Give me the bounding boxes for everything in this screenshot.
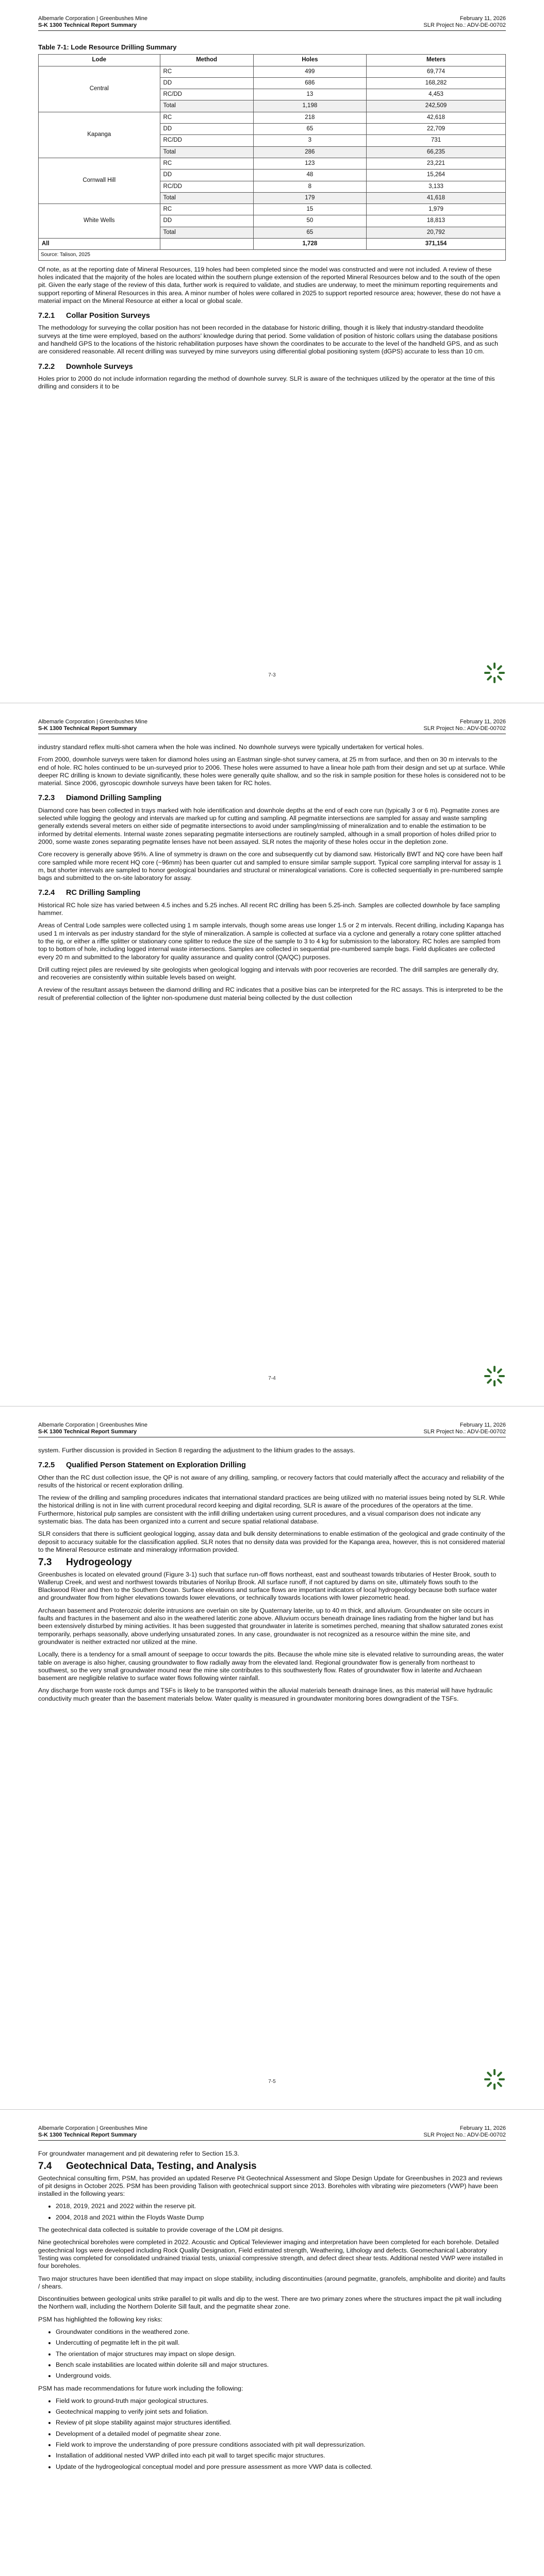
list-item: • Field work to improve the understanding of pore pressure conditions associated with pit wall depressurization.: [56, 2441, 506, 2449]
meters-cell: 168,282: [367, 77, 506, 89]
header-company: Albemarle Corporation | Greenbushes Mine: [38, 2125, 147, 2131]
paragraph: Geotechnical consulting firm, PSM, has provided an updated Reserve Pit Geotechnical Assessment and Slope Design Update for Greenbushes in 2023 and reviews of pit designs in October 2025. PSM has been providing Talison with geotechnical support since 2013. Boreholes with vibrating wire piezometers (VWP) have been installed in the following years:: [38, 2174, 503, 2198]
method-cell: DD: [160, 124, 253, 135]
holes-cell: 686: [253, 77, 366, 89]
section-title: Downhole Surveys: [66, 362, 133, 371]
meters-cell: 23,221: [367, 158, 506, 169]
page-header: [38, 719, 506, 734]
paragraph: SLR considers that there is sufficient geological logging, assay data and bulk density determinations to enable estimation of the geological and grade continuity of the deposit to accuracy suitable for the classification applied. SLR notes that no density data was provided for the Kapanga area, however, this is not considered material to the Mineral Resource estimate and mineralogy information provided.: [38, 1530, 505, 1553]
method-cell: RC: [160, 66, 253, 77]
section-number: 7.2.3: [38, 794, 55, 803]
paragraph: Any discharge from waste rock dumps and TSFs is likely to be transported within the alluvial materials beneath drainage lines, as this material will have hydraulic conductivity much greater than the basement materials below. Water quality is measured in groundwater monitoring bores downgradient of the TSFs.: [38, 1687, 493, 1702]
lode-cell: Central: [39, 66, 160, 112]
paragraph: Drill cutting reject piles are reviewed by site geologists when geological logging and intervals with poor recoveries are recorded. The drill samples are generally dry, and recoveries are consistently within suitable levels based on weight.: [38, 965, 499, 981]
holes-cell: 50: [253, 215, 366, 227]
list-item: • Review of pit slope stability against major structures identified.: [56, 2419, 506, 2427]
meters-cell: 42,618: [367, 112, 506, 123]
holes-cell: 218: [253, 112, 366, 123]
page-1: [0, 0, 544, 703]
section-title: Collar Position Surveys: [66, 312, 150, 320]
method-cell: RC/DD: [160, 89, 253, 100]
paragraph: From 2000, downhole surveys were taken for diamond holes using an Eastman single-shot survey camera, at 25 m from surface, and then on 30 m intervals to the end of hole. RC holes continued to be un-surveyed prior to 2006. These holes were assumed to have a linear hole path from their design and set up at surface. While deeper RC drilling is known to deviate significantly, these holes were generally quite shallow, and so the risk in sample position for these holes is considered not to be material. Since 2006, gyroscopic downhole surveys have been taken for RC holes.: [38, 756, 506, 787]
holes-cell: 179: [253, 192, 366, 204]
header-date: February 11, 2026: [459, 15, 506, 22]
page-2: [0, 703, 544, 1406]
section-number: 7.2.1: [38, 312, 55, 320]
paragraph: Of note, as at the reporting date of Mineral Resources, 119 holes had been completed since the model was constructed and were not included. A review of these holes indicated that the majority of the holes are located within the southern plunge extension of the reported Mineral Resources below and to the south of the open pit. Given the early stage of the review of this data, further work is required to validate, and studies are underway, to meet the minimum reporting requirements and support reporting of Mineral Resources in this area. A minor number of holes were collared in 2025 to support reported resource area; however, these do not have a material impact on the Mineral Resource at either a local or global scale.: [38, 265, 501, 304]
holes-cell: 286: [253, 146, 366, 158]
section-title: Qualified Person Statement on Exploration Drilling: [66, 1461, 246, 1470]
paragraph: Archaean basement and Proterozoic dolerite intrusions are overlain on site by Quaternary laterite, up to 40 m thick, and alluvium. Groundwater on site occurs in faults and fractures in the basement and also in the weathered lateritic zone above. Alluvium occurs beneath drainage lines radiating from the higher land but has been extensively disturbed by mining activities. It has been suggested that groundwater in laterite is sometimes perched, meaning that shallow saturated zones exist temporarily, perhaps seasonally, above underlying unsaturated zones. In any case, groundwater is not recognized as a resource within the mine site, and groundwater is neither extracted nor utilized at the mine.: [38, 1606, 503, 1646]
table-row: [39, 66, 506, 77]
paragraph: The methodology for surveying the collar position has not been recorded in the database for historic drilling, though it is likely that industry-standard theodolite surveys at the time were employed, based on the authors' knowledge during that period. Some validation of position of historic collars using the database positions and handheld GPS to the locations of the historic rehabilitation purposes have shown the coordinates to be accurate to the level of the handheld GPS, and as such are considered reasonable. All recent drilling was surveyed by mine surveyors using differential global positioning system (dGPS) accurate to less than 10 cm.: [38, 324, 499, 355]
lode-cell: White Wells: [39, 204, 160, 239]
method-cell: [160, 239, 253, 250]
bullet-list: [38, 2202, 506, 2222]
meters-cell: 41,618: [367, 192, 506, 204]
holes-cell: 65: [253, 124, 366, 135]
header-date: February 11, 2026: [459, 2125, 506, 2131]
meters-cell: 69,774: [367, 66, 506, 77]
slr-logo-icon: [483, 662, 506, 684]
page-number: 7-4: [268, 1376, 276, 1381]
section-number: 7.2.2: [38, 362, 55, 371]
page-3: [0, 1406, 544, 2110]
section-title: Geotechnical Data, Testing, and Analysis: [66, 2161, 257, 2172]
col-header: Holes: [253, 55, 366, 66]
meters-cell: 20,792: [367, 227, 506, 238]
section-title: Diamond Drilling Sampling: [66, 794, 162, 803]
list-item: • The orientation of major structures may impact on slope design.: [56, 2350, 506, 2358]
method-cell: RC: [160, 204, 253, 215]
section-heading: [38, 2162, 506, 2170]
section-title: RC Drilling Sampling: [66, 889, 141, 897]
list-item: • Underground voids.: [56, 2372, 506, 2380]
method-cell: DD: [160, 170, 253, 181]
section-heading: [38, 794, 506, 802]
paragraph: For groundwater management and pit dewatering refer to Section 15.3.: [38, 2150, 239, 2157]
section-heading: [38, 312, 506, 320]
paragraph: system. Further discussion is provided in Section 8 regarding the adjustment to the lithium grades to the assays.: [38, 1447, 355, 1454]
lode-cell: Kapanga: [39, 112, 160, 158]
holes-cell: 123: [253, 158, 366, 169]
holes-cell: 499: [253, 66, 366, 77]
list-item: • Installation of additional nested VWP drilled into each pit wall to target specific major structures.: [56, 2452, 506, 2460]
header-project: SLR Project No.: ADV-DE-00702: [423, 725, 506, 732]
paragraph: PSM has highlighted the following key risks:: [38, 2315, 163, 2323]
header-report: S-K 1300 Technical Report Summary: [38, 2132, 137, 2138]
page-number: 7-3: [268, 672, 276, 678]
header-date: February 11, 2026: [459, 719, 506, 725]
method-cell: RC/DD: [160, 181, 253, 192]
slr-logo-icon: [483, 2068, 506, 2091]
list-item: • Update of the hydrogeological conceptual model and pore pressure assessment as more VWP data is collected.: [56, 2463, 506, 2471]
col-header: Method: [160, 55, 253, 66]
paragraph: Greenbushes is located on elevated ground (Figure 3-1) such that surface run-off flows northeast, east and southeast towards tributaries of Hester Brook, south to Wallerup Creek, and west and northwest towards tributaries of Norilup Brook. All surface runoff, if not captured by dams on site, ultimately flows south to the Blackwood River and then to the Southern Ocean. Surface elevations and surface flows are important indicators of local hydrogeology because both surface water and groundwater flow from higher elevations towards lower elevations, or technically towards locations with lower piezometric head.: [38, 1570, 497, 1602]
slr-logo-icon: [483, 1365, 506, 1387]
table-row: [39, 204, 506, 215]
list-item: • 2004, 2018 and 2021 within the Floyds Waste Dump: [56, 2214, 506, 2222]
paragraph: industry standard reflex multi-shot camera when the hole was inclined. No downhole surveys were typically undertaken for vertical holes.: [38, 743, 424, 751]
page-number: 7-5: [268, 2079, 276, 2084]
page-4: [0, 2110, 544, 2576]
method-cell: RC: [160, 158, 253, 169]
holes-cell: 1,728: [253, 239, 366, 250]
paragraph: Diamond core has been collected in trays marked with hole identification and downhole depths at the end of each core run (typically 3 or 6 m). Pegmatite zones are selected while logging the geology and intervals are marked up for cutting and sampling. All pegmatite intersections are sampled for assay and waste sampling generally extends several meters on either side of pegmatite intersections to avoid under sampling/missing of mineralization and to enable the estimation to be informed by detrital elements. Internal waste zones separating pegmatite intersections are routinely sampled, although in a small proportion of holes drilled prior to 2000, some waste zones separating pegmatite lenses have not been assayed. SLR notes the majority of these holes occur in the depletion zone.: [38, 806, 500, 845]
lode-cell: Cornwall Hill: [39, 158, 160, 204]
header-project: SLR Project No.: ADV-DE-00702: [423, 22, 506, 28]
meters-cell: 3,133: [367, 181, 506, 192]
paragraph: Nine geotechnical boreholes were completed in 2022. Acoustic and Optical Televiewer imaging and interpretation have been completed for each borehole. Detailed geotechnical logs were developed including Rock Quality Designation, Field estimated strength, Weathering, Lithology and defects. Geomechanical Laboratory Testing was completed for consolidated undrained triaxial tests, uniaxial compressive strength, and defect direct shear tests. Additional nested VWP were installed in four boreholes.: [38, 2239, 503, 2270]
paragraph: Historical RC hole size has varied between 4.5 inches and 5.25 inches. All recent RC drilling has been 5.25-inch. Samples are collected downhole by face sampling hammer.: [38, 901, 500, 917]
header-company: Albemarle Corporation | Greenbushes Mine: [38, 1422, 147, 1428]
col-header: Meters: [367, 55, 506, 66]
method-cell: Total: [160, 192, 253, 204]
holes-cell: 8: [253, 181, 366, 192]
section-heading: [38, 1462, 506, 1469]
header-company: Albemarle Corporation | Greenbushes Mine: [38, 15, 147, 22]
paragraph: Areas of Central Lode samples were collected using 1 m sample intervals, though some areas use longer 1.5 or 2 m intervals. Recent drilling, including Kapanga has used 1 m intervals as per industry standard for the style of mineralization. A sample is collected at surface via a cyclone and generally a rotary cone splitter attached to the rig, or either a riffle splitter or stationary cone splitter to reduce the size of the sample to 3 to 4 kg for submission to the laboratory. RC holes are sampled from top to bottom of hole, including logged internal waste intersections. Samples are collected in sequential pre-numbered sample bags. Field duplicates are collected every 20 m and submitted to the laboratory for quality assurance and quality control (QA/QC) purposes.: [38, 922, 504, 961]
section-number: 7.2.4: [38, 889, 55, 897]
page-header: [38, 15, 506, 31]
bullet-list: [38, 2397, 506, 2471]
bullet-list: [38, 2328, 506, 2380]
holes-cell: 13: [253, 89, 366, 100]
drilling-summary-table: [38, 54, 506, 250]
list-item: • Undercutting of pegmatite left in the pit wall.: [56, 2339, 506, 2347]
table-row: [39, 158, 506, 169]
meters-cell: 371,154: [367, 239, 506, 250]
meters-cell: 1,979: [367, 204, 506, 215]
paragraph: The geotechnical data collected is suitable to provide coverage of the LOM pit designs.: [38, 2226, 284, 2234]
table-header-row: [39, 55, 506, 66]
paragraph: PSM has made recommendations for future work including the following:: [38, 2384, 243, 2392]
list-item: • Development of a detailed model of pegmatite shear zone.: [56, 2430, 506, 2438]
paragraph: Two major structures have been identified that may impact on slope stability, including discontinuities (around pegmatite, granofels, amphibolite and diorite) and faults / shears.: [38, 2275, 506, 2290]
method-cell: Total: [160, 100, 253, 112]
meters-cell: 242,509: [367, 100, 506, 112]
page-header: [38, 2125, 506, 2141]
holes-cell: 1,198: [253, 100, 366, 112]
section-number: 7.4: [38, 2161, 52, 2172]
meters-cell: 66,235: [367, 146, 506, 158]
meters-cell: 4,453: [367, 89, 506, 100]
lode-cell: All: [39, 239, 160, 250]
meters-cell: 18,813: [367, 215, 506, 227]
method-cell: Total: [160, 227, 253, 238]
col-header: Lode: [39, 55, 160, 66]
holes-cell: 65: [253, 227, 366, 238]
table-row-all: [39, 239, 506, 250]
header-company: Albemarle Corporation | Greenbushes Mine: [38, 719, 147, 725]
paragraph: Discontinuities between geological units strike parallel to pit walls and dip to the west. There are two primary zones where the structures impact the pit wall including the Northern wall, including the Northern Dolerite Sill fault, and the pegmatite shear zone.: [38, 2295, 502, 2311]
table-source: Source: Talison, 2025: [38, 250, 506, 260]
section-title: Hydrogeology: [66, 1557, 132, 1568]
page-header: [38, 1422, 506, 1437]
method-cell: RC/DD: [160, 135, 253, 146]
method-cell: Total: [160, 146, 253, 158]
list-item: • Groundwater conditions in the weathered zone.: [56, 2328, 506, 2336]
list-item: • Geotechnical mapping to verify joint sets and foliation.: [56, 2408, 506, 2416]
header-report: S-K 1300 Technical Report Summary: [38, 22, 137, 28]
paragraph: Holes prior to 2000 do not include information regarding the method of downhole survey. SLR is aware of the techniques utilized by the operator at the time of this drilling and considers it to be: [38, 375, 495, 391]
list-item: • Bench scale instabilities are located within dolerite sill and major structures.: [56, 2361, 506, 2369]
holes-cell: 15: [253, 204, 366, 215]
section-number: 7.3: [38, 1557, 52, 1568]
paragraph: Core recovery is generally above 95%. A line of symmetry is drawn on the core and subsequently cut by diamond saw. Historically BWT and NQ core have been half core sampled while more recent HQ core (~96mm) has been quarter cut and sampled to ensure similar sample support. Typical core sampling interval for assay is 1 m, but shorter intervals are sampled to honor geological boundaries and structural or mineralogical variations. Core is collected sequentially in pre-numbered sample bags and submitted to the on-site laboratory for assay.: [38, 851, 503, 882]
holes-cell: 3: [253, 135, 366, 146]
meters-cell: 731: [367, 135, 506, 146]
header-project: SLR Project No.: ADV-DE-00702: [423, 2132, 506, 2138]
list-item: • 2018, 2019, 2021 and 2022 within the reserve pit.: [56, 2202, 506, 2210]
section-heading: [38, 889, 506, 897]
section-heading: [38, 363, 506, 371]
section-number: 7.2.5: [38, 1461, 55, 1470]
table-row: [39, 112, 506, 123]
section-heading: [38, 1558, 506, 1566]
header-report: S-K 1300 Technical Report Summary: [38, 1429, 137, 1435]
paragraph: A review of the resultant assays between the diamond drilling and RC indicates that a positive bias can be interpreted for the RC assays. This is interpreted to be the result of preferential collection of the lighter non-spodumene dust material being collected by the dust collection: [38, 986, 503, 1002]
method-cell: DD: [160, 77, 253, 89]
header-project: SLR Project No.: ADV-DE-00702: [423, 1429, 506, 1435]
meters-cell: 15,264: [367, 170, 506, 181]
method-cell: DD: [160, 215, 253, 227]
holes-cell: 48: [253, 170, 366, 181]
header-date: February 11, 2026: [459, 1422, 506, 1428]
paragraph: Other than the RC dust collection issue, the QP is not aware of any drilling, sampling, or recovery factors that could materially affect the accuracy and reliability of the results of the historical or recent exploration drilling.: [38, 1473, 504, 1489]
paragraph: The review of the drilling and sampling procedures indicates that international standard practices are being utilized with no material issues being noted by SLR. While the historical drilling is not in line with current procedural record keeping and digital recording, SLR is aware of the procedures of the operators at the time. Furthermore, historical pulp samples are consistent with the infill drilling undertaken using current procedures, and a visual comparison does not indicate any systematic bias. The data has been organized into a current and secure spatial relational database.: [38, 1494, 505, 1526]
table-title: Table 7-1: Lode Resource Drilling Summary: [38, 43, 177, 51]
meters-cell: 22,709: [367, 124, 506, 135]
method-cell: RC: [160, 112, 253, 123]
header-report: S-K 1300 Technical Report Summary: [38, 725, 137, 732]
paragraph: Locally, there is a tendency for a small amount of seepage to occur towards the pits. Because the whole mine site is elevated relative to surrounding areas, the water table on average is also higher, causing groundwater to flow radially away from the elevated land. Regional groundwater flow is generally from northeast to southwest, so the very small groundwater mound near the mine site contributes to this southwesterly flow. Rates of groundwater flow in laterite and Archaean basement are negligible relative to surface water flows following winter rainfall.: [38, 1651, 504, 1682]
list-item: • Field work to ground-truth major geological structures.: [56, 2397, 506, 2405]
